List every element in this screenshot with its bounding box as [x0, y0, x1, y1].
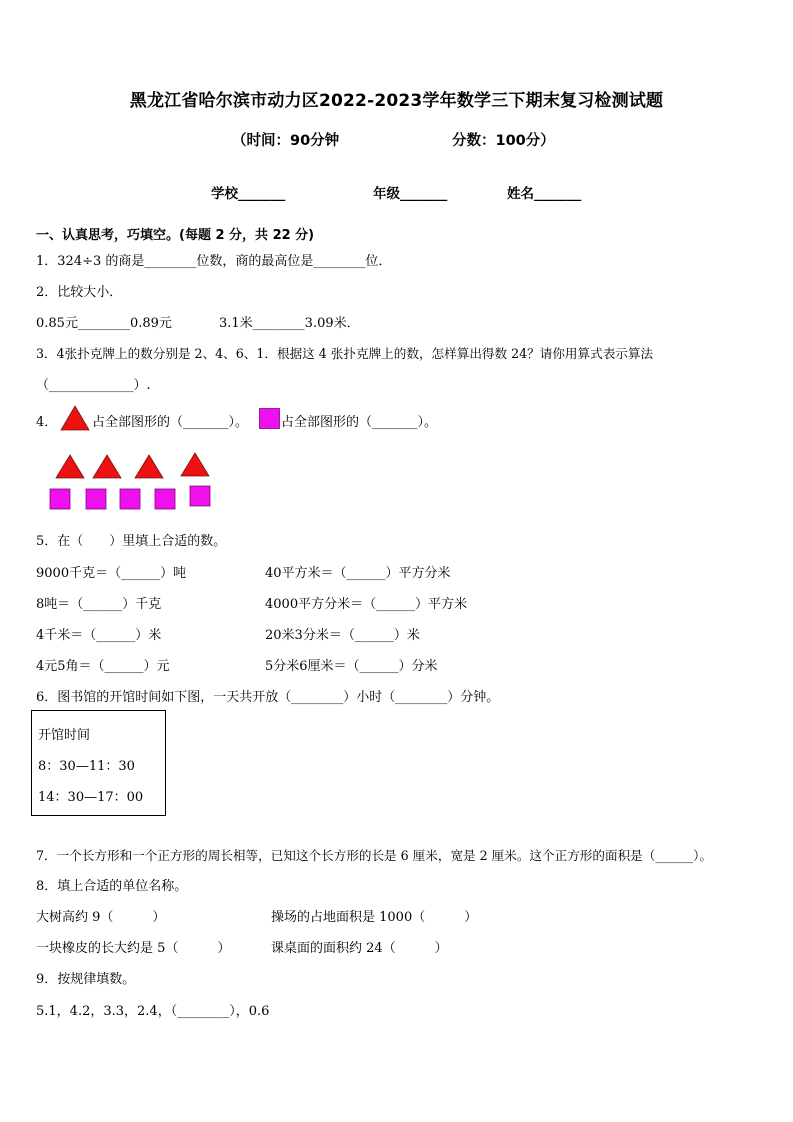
triangle-shape [56, 455, 84, 478]
question-8-b: 操场的占地面积是 1000（ ） [271, 910, 478, 925]
square-shape [120, 489, 140, 509]
question-5-item: 20米3分米＝（______）米 [265, 628, 420, 643]
question-5-stem: 5．在（ ）里填上合适的数。 [36, 534, 227, 549]
question-5-item: 8吨＝（______）千克 [36, 597, 162, 612]
question-9-stem: 9．按规律填数。 [36, 972, 136, 987]
question-5-item: 4000平方分米＝（______）平方米 [265, 597, 468, 612]
name-field: 姓名_______ [507, 186, 582, 202]
square-shape [50, 489, 70, 509]
question-2-b: 3.1米________3.09米． [219, 316, 360, 331]
exam-time: （时间：90分钟 [232, 133, 340, 149]
question-2-a: 0.85元________0.89元 [36, 316, 172, 331]
opening-hours-title: 开馆时间 [38, 728, 91, 743]
opening-hours-slot: 14：30—17：00 [38, 790, 144, 805]
question-4-part2: 占全部图形的（_______）。 [281, 415, 438, 430]
question-4-part1: 占全部图形的（_______）。 [92, 415, 249, 430]
shapes-figure [48, 454, 218, 514]
page-title: 黑龙江省哈尔滨市动力区2022-2023学年数学三下期末复习检测试题 [129, 91, 664, 111]
question-9-sequence: 5.1，4.2，3.3，2.4，（________），0.6 [36, 1004, 270, 1019]
square-shape [86, 489, 106, 509]
question-4-number: 4． [36, 415, 58, 430]
question-8-a: 大树高约 9（ ） [36, 910, 166, 925]
square-shape [155, 489, 175, 509]
exam-score: 分数：100分） [452, 133, 555, 149]
question-1: 1．324÷3 的商是________位数，商的最高位是________位． [36, 254, 392, 269]
question-5-item: 4元5角＝（______）元 [36, 659, 170, 674]
square-icon [259, 408, 280, 429]
question-5-item: 4千米＝（______）米 [36, 628, 162, 643]
question-8-c: 一块橡皮的长大约是 5（ ） [36, 941, 231, 956]
question-5-item: 5分米6厘米＝（______）分米 [265, 659, 438, 674]
triangle-icon [60, 405, 90, 431]
triangle-shape [93, 455, 121, 478]
opening-hours-slot: 8：30—11：30 [38, 759, 135, 774]
question-2-stem: 2．比较大小． [36, 285, 123, 300]
school-field: 学校_______ [211, 186, 286, 202]
triangle-shape [135, 455, 163, 478]
grade-field: 年级_______ [373, 186, 448, 202]
question-5-item: 9000千克＝（______）吨 [36, 566, 187, 581]
question-8-d: 课桌面的面积约 24（ ） [271, 941, 448, 956]
question-5-item: 40平方米＝（______）平方分米 [265, 566, 451, 581]
triangle-shape [181, 453, 209, 476]
section-heading: 一、认真思考，巧填空。(每题 2 分，共 22 分) [36, 228, 315, 243]
question-8-stem: 8．填上合适的单位名称。 [36, 879, 188, 894]
question-3-stem: 3．4张扑克牌上的数分别是 2、4、6、1．根据这 4 张扑克牌上的数，怎样算出得数 24？请你用算式表示算法 [36, 346, 654, 361]
question-3-answer: （_____________）. [36, 378, 151, 393]
question-6-stem: 6．图书馆的开馆时间如下图，一天共开放（________）小时（________）分钟。 [36, 690, 500, 705]
opening-hours-box [31, 710, 166, 816]
square-shape [190, 486, 210, 506]
question-7: 7．一个长方形和一个正方形的周长相等，已知这个长方形的长是 6 厘米，宽是 2 厘米。这个正方形的面积是（______）。 [36, 848, 713, 863]
